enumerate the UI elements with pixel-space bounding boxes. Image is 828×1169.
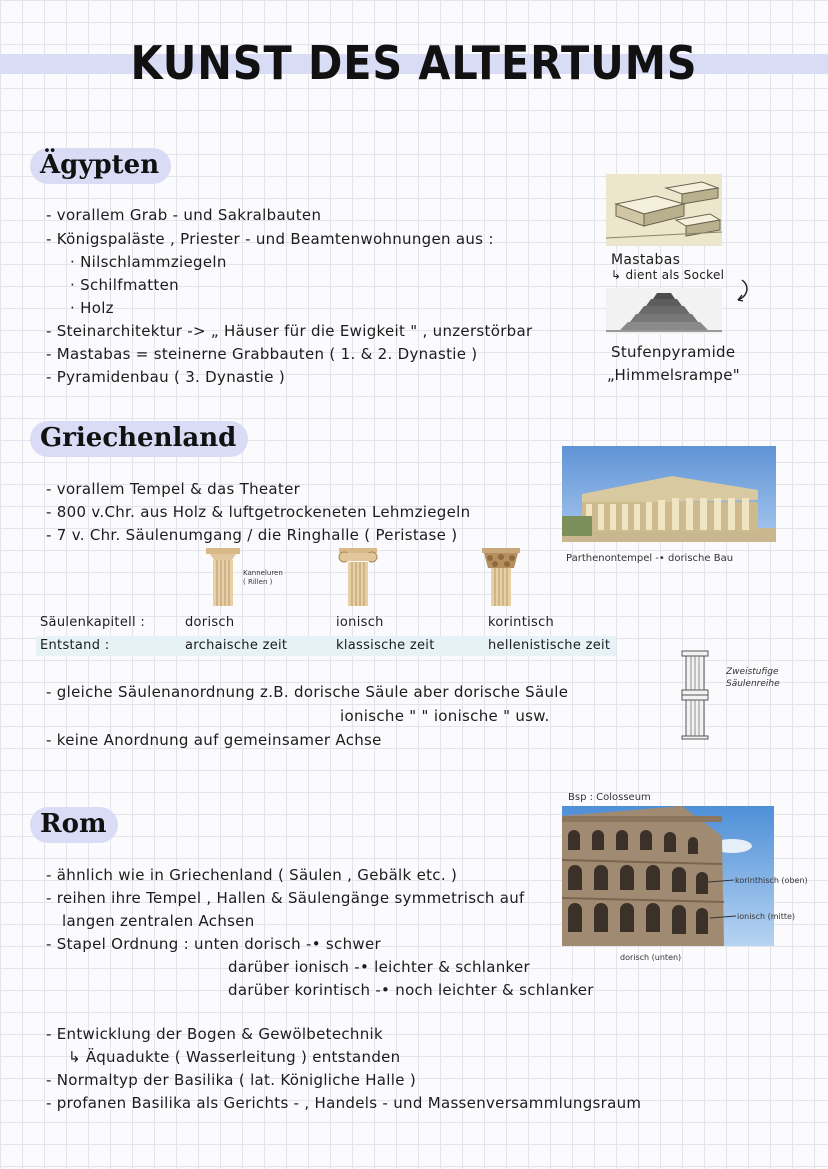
rome-line-3: langen zentralen Achsen <box>62 912 255 930</box>
heading-egypt: Ägypten <box>30 148 171 184</box>
colosseum-example: Bsp : Colosseum <box>568 792 651 803</box>
pyramid-caption-2: „Himmelsrampe" <box>607 366 740 384</box>
kanneluren-label: Kanneluren <box>243 569 283 577</box>
parthenon-caption: Parthenontempel -• dorische Bau <box>566 553 734 564</box>
capital-row-label: Säulenkapitell : <box>40 615 146 630</box>
heading-rome: Rom <box>30 807 118 843</box>
corinthian-column-icon <box>480 546 522 608</box>
curved-arrow-icon <box>732 278 752 304</box>
egypt-line-4: · Schilfmatten <box>70 276 179 294</box>
mastaba-image <box>606 174 722 246</box>
annotation-lines <box>700 870 740 950</box>
korinthisch-label: korinthisch (oben) <box>735 876 808 885</box>
ionisch-label: ionisch (mitte) <box>737 912 796 921</box>
greece-line-c: - keine Anordnung auf gemeinsamer Achse <box>46 731 382 749</box>
rome-line-6: darüber korintisch -• noch leichter & schlanker <box>228 981 594 999</box>
greece-line-1: - vorallem Tempel & das Theater <box>46 480 301 498</box>
pyramid-caption-1: Stufenpyramide <box>611 343 736 361</box>
origin-row-label: Entstand : <box>40 638 110 653</box>
dorisch-label: dorisch (unten) <box>620 953 682 962</box>
rome-line-2: - reihen ihre Tempel , Hallen & Säulengänge symmetrisch auf <box>46 889 525 907</box>
rome-line-8: ↳ Äquadukte ( Wasserleitung ) entstanden <box>68 1048 401 1066</box>
two-tier-label-2: Säulenreihe <box>726 679 780 689</box>
rome-line-1: - ähnlich wie in Griechenland ( Säulen , Gebälk etc. ) <box>46 866 458 884</box>
order-ionic: ionisch <box>336 615 384 630</box>
heading-greece: Griechenland <box>30 421 248 457</box>
mastaba-note: ↳ dient als Sockel <box>611 268 725 282</box>
page-title: KUNST DES ALTERTUMS <box>130 36 698 90</box>
rillen-label: ( Rillen ) <box>243 578 273 586</box>
rome-line-4: - Stapel Ordnung : unten dorisch -• schwer <box>46 935 381 953</box>
two-tier-label-1: Zweistufige <box>726 667 779 677</box>
egypt-line-3: · Nilschlammziegeln <box>70 253 227 271</box>
two-tier-column-icon <box>680 649 710 741</box>
era-archaic: archaische zeit <box>185 638 288 653</box>
greece-line-3: - 7 v. Chr. Säulenumgang / die Ringhalle ( Peristase ) <box>46 526 458 544</box>
rome-line-5: darüber ionisch -• leichter & schlanker <box>228 958 530 976</box>
era-hellenistic: hellenistische zeit <box>488 638 611 653</box>
greece-line-a: - gleiche Säulenanordnung z.B. dorische Säule aber dorische Säule <box>46 683 569 701</box>
egypt-line-5: · Holz <box>70 299 114 317</box>
order-doric: dorisch <box>185 615 235 630</box>
rome-line-7: - Entwicklung der Bogen & Gewölbetechnik <box>46 1025 383 1043</box>
egypt-line-1: - vorallem Grab - und Sakralbauten <box>46 206 322 224</box>
egypt-line-6: - Steinarchitektur -> „ Häuser für die Ewigkeit " , unzerstörbar <box>46 322 533 340</box>
mastaba-caption: Mastabas <box>611 252 681 268</box>
doric-column-icon <box>204 546 242 608</box>
parthenon-image <box>562 446 776 542</box>
rome-line-9: - Normaltyp der Basilika ( lat. Königliche Halle ) <box>46 1071 416 1089</box>
step-pyramid-image <box>606 288 722 334</box>
greece-line-b: ionische " " ionische " usw. <box>340 707 550 725</box>
egypt-line-7: - Mastabas = steinerne Grabbauten ( 1. & 2. Dynastie ) <box>46 345 478 363</box>
era-classical: klassische zeit <box>336 638 435 653</box>
egypt-line-8: - Pyramidenbau ( 3. Dynastie ) <box>46 368 286 386</box>
order-corinthian: korintisch <box>488 615 555 630</box>
egypt-line-2: - Königspaläste , Priester - und Beamtenwohnungen aus : <box>46 230 494 248</box>
rome-line-10: - profanen Basilika als Gerichts - , Handels - und Massenversammlungsraum <box>46 1094 642 1112</box>
ionic-column-icon <box>337 546 379 608</box>
greece-line-2: - 800 v.Chr. aus Holz & luftgetrockeneten Lehmziegeln <box>46 503 471 521</box>
